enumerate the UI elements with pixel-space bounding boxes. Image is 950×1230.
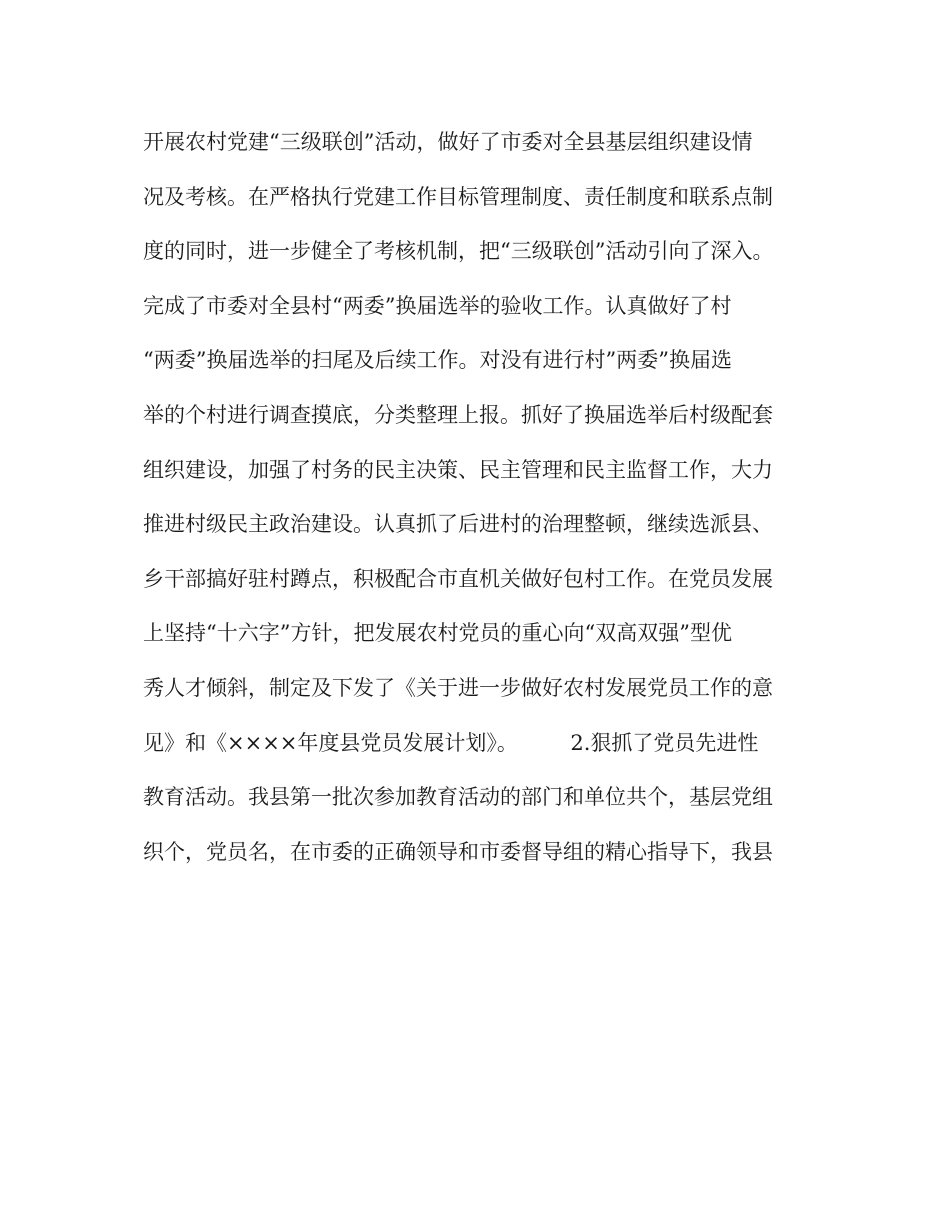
text-line: 况及考核。在严格执行党建工作目标管理制度、责任制度和联系点制 <box>143 184 773 209</box>
body-text <box>143 120 823 884</box>
text-line: 度的同时，进一步健全了考核机制，把“三级联创”活动引向了深入。 <box>143 239 774 264</box>
text-line: 织个，党员名，在市委的正确领导和市委督导组的精心指导下，我县 <box>143 839 773 864</box>
text-line: 教育活动。我县第一批次参加教育活动的部门和单位共个，基层党组 <box>143 785 773 810</box>
text-line: 见》和《××××年度县党员发展计划》。 2.狠抓了党员先进性 <box>143 730 759 755</box>
text-line: 乡干部搞好驻村蹲点，积极配合市直机关做好包村工作。在党员发展 <box>143 566 773 591</box>
text-line: 上坚持“十六字”方针，把发展农村党员的重心向“双高双强”型优 <box>143 621 732 646</box>
text-line: “两委”换届选举的扫尾及后续工作。对没有进行村”两委”换届选 <box>143 348 732 373</box>
text-line: 组织建设，加强了村务的民主决策、民主管理和民主监督工作，大力 <box>143 457 773 482</box>
text-line: 举的个村进行调查摸底，分类整理上报。抓好了换届选举后村级配套 <box>143 402 773 427</box>
text-line: 开展农村党建“三级联创”活动，做好了市委对全县基层组织建设情 <box>143 130 753 154</box>
text-line: 完成了市委对全县村“两委”换届选举的验收工作。认真做好了村 <box>143 293 732 318</box>
text-line: 秀人才倾斜，制定及下发了《关于进一步做好农村发展党员工作的意 <box>143 675 773 700</box>
text-line: 推进村级民主政治建设。认真抓了后进村的治理整顿，继续选派县、 <box>143 512 773 537</box>
